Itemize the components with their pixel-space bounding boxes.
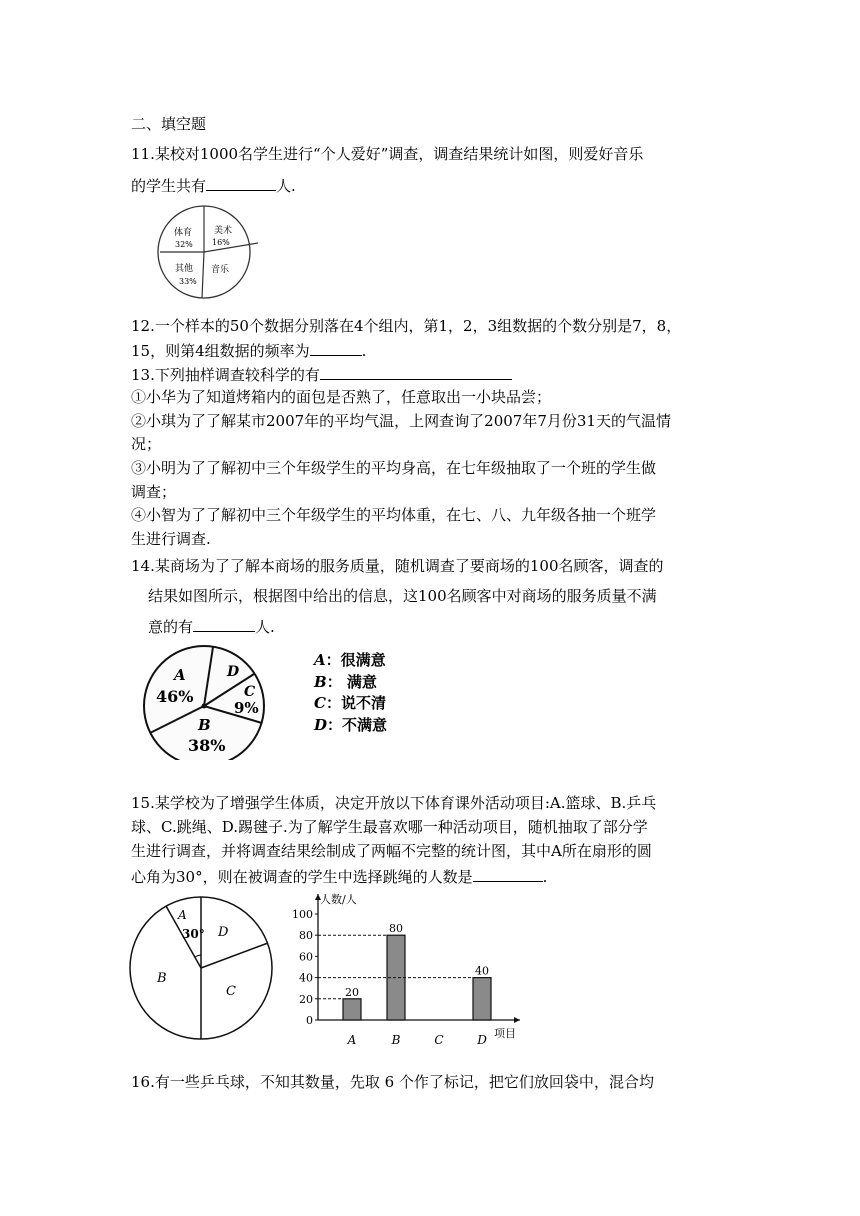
bar-chart-x-tick-label: A [347,1033,357,1047]
q15-pie-chart [126,893,276,1043]
bar-chart-y-tick-label: 40 [299,971,313,985]
q14-line3-start: 意的有 [148,618,194,636]
q12-line2-end: . [361,342,367,360]
q13-stem: 13.下列抽样调查较科学的有 [131,366,320,384]
q11-line2-start: 的学生共有 [131,177,207,195]
q12-line2 [131,340,366,361]
q12-line2-start: 15，则第4组数据的频率为 [131,342,310,360]
bar-chart-x-tick-label: D [477,1033,487,1047]
q11-pie-label-sports: 体育 [174,228,193,238]
q13-option3-line1: ③小明为了了解初中三个年级学生的平均身高，在七年级抽取了一个班的学生做 [131,459,657,477]
q13-option1: ①小华为了知道烤箱内的面包是否熟了，任意取出一小块品尝； [131,388,552,406]
bar-chart-x-axis-label: 项目 [494,1027,516,1040]
q14-line2: 结果如图所示，根据图中给出的信息，这100名顾客中对商场的服务质量不满 [148,587,657,605]
q14-legend-row: B： 满意 [314,672,377,691]
bar-chart-data-label: 40 [475,964,489,978]
q11-pie-label-music: 音乐 [211,265,230,275]
q14-line1: 14.某商场为了了解本商场的服务质量，随机调查了要商场的100名顾客，调查的 [131,557,664,575]
q13-option3-line2: 调查； [131,483,177,501]
q14-pie-label-a: A [174,666,186,684]
bar-chart-x-tick-label: B [391,1033,401,1047]
q13-option4-line1: ④小智为了了解初中三个年级学生的平均体重，在七、八、九年级各抽一个班学 [131,506,657,524]
q14-pie-chart [136,644,276,760]
q14-pie-pct-b: 38% [188,736,226,755]
q14-line3-end: 人. [255,618,275,636]
q13-answer-blank [320,364,512,380]
q12-line1: 12.一个样本的50个数据分别落在4个组内，第1，2，3组数据的个数分别是7，8， [131,317,682,335]
q13-option4-line2: 生进行调查. [131,530,211,548]
bar-chart-data-label: 20 [345,985,359,999]
q15-line4-end: . [542,868,548,886]
q14-legend-row: C：说不清 [314,694,386,712]
bar-chart-y-tick-label: 20 [299,992,313,1006]
q15-pie-label-a: A [178,908,187,922]
q15-line2: 球、C.跳绳、D.踢毽子.为了解学生最喜欢哪一种活动项目，随机抽取了部分学 [131,818,648,836]
q14-legend-row: D：不满意 [314,715,388,734]
q15-line4 [131,866,547,887]
q11-answer-blank [206,175,276,191]
bar-chart-y-tick-label: 100 [292,908,313,921]
q15-pie-label-b: B [157,971,167,986]
q13-line1 [131,364,512,385]
bar-chart-y-tick-label: 60 [299,950,313,964]
q15-bar-chart [288,888,524,1048]
q14-pie-pct-a: 46% [156,687,194,706]
q12-answer-blank [310,340,362,356]
bar-chart-bar [343,999,361,1020]
section-title: 二、填空题 [131,115,207,133]
q14-answer-blank [193,616,255,632]
q15-pie-label-c: C [226,984,236,999]
q14-pie-pct-c: 9% [234,699,259,717]
q14-line3 [148,616,275,637]
q14-pie-label-b: B [198,716,211,734]
bar-chart-y-tick-label: 0 [306,1014,313,1027]
q15-line1: 15.某学校为了增强学生体质，决定开放以下体育课外活动项目:A.篮球、B.乒乓 [131,794,657,812]
bar-chart-y-tick-label: 80 [299,929,313,943]
q15-pie-angle-label: 30° [182,927,205,941]
q14-legend-row: A：很满意 [314,651,386,669]
q14-pie-label-d: D [227,664,240,680]
q11-pie-pct-other: 33% [179,277,197,286]
q11-pie-chart [148,204,264,300]
q13-option2-line1: ②小琪为了了解某市2007年的平均气温，上网查询了2007年7月份31天的气温情 [131,412,671,430]
q11-line2 [131,175,296,196]
bar-chart-data-label: 80 [389,922,403,936]
bar-chart-x-axis-arrow [514,1017,520,1023]
q11-pie-pct-sports: 32% [175,240,193,249]
bar-chart-x-tick-label: C [434,1033,444,1047]
q15-line4-start: 心角为30°，则在被调查的学生中选择跳绳的人数是 [131,868,473,886]
q11-pie-label-other: 其他 [175,264,194,274]
q15-line3: 生进行调查，并将调查结果绘制成了两幅不完整的统计图，其中A所在扇形的圆 [131,842,652,860]
q16-line1: 16.有一些乒乓球，不知其数量，先取 6 个作了标记，把它们放回袋中，混合均 [131,1073,654,1091]
bar-chart-bar [473,978,491,1020]
q15-pie-label-d: D [218,925,229,940]
q14-pie-label-c: C [244,684,256,700]
q14-legend [314,650,387,736]
q15-answer-blank [473,866,543,882]
q11-pie-pct-art: 16% [212,238,230,247]
bar-chart-y-axis-label: 人数/人 [320,893,357,906]
q13-option2-line2: 况； [131,435,162,453]
q11-line2-end: 人. [276,177,296,195]
q11-line1: 11.某校对1000名学生进行“个人爱好”调查，调查结果统计如图，则爱好音乐 [131,145,644,163]
q11-pie-label-art: 美术 [214,226,233,236]
